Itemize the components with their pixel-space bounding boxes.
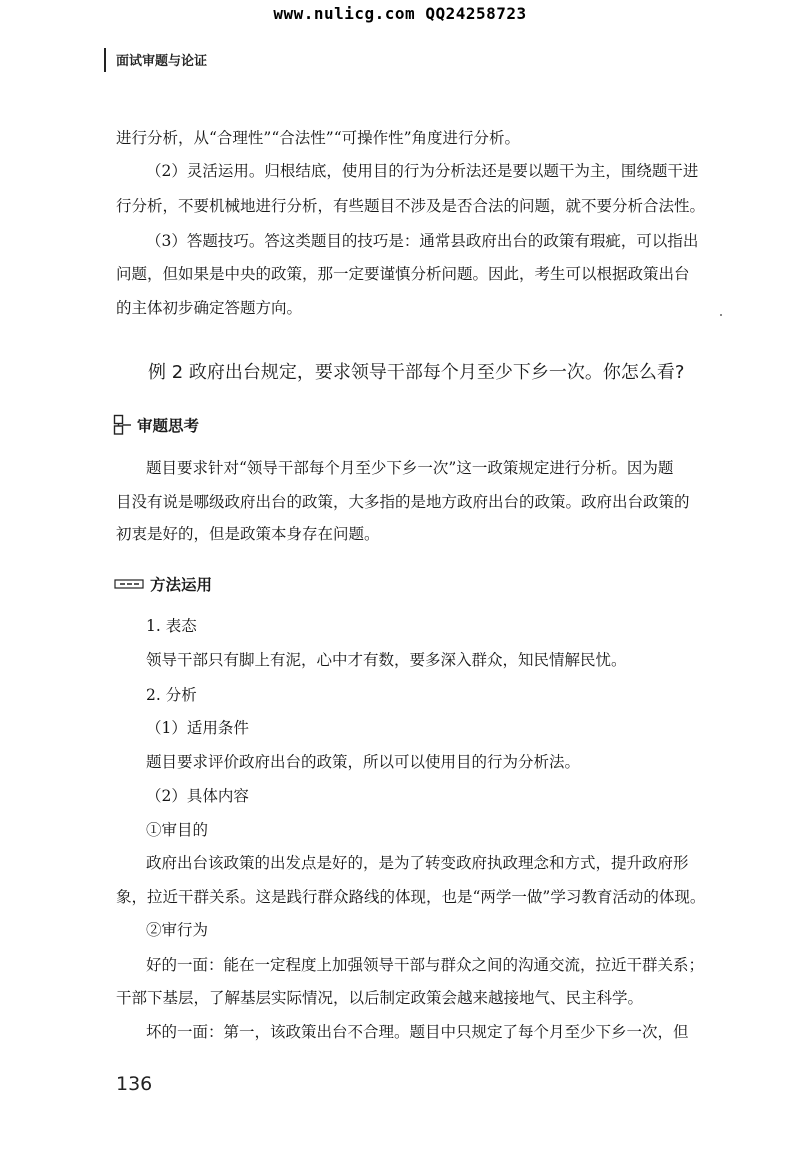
method-line: 1. 表态 [146,617,197,635]
review-line: 目没有说是哪级政府出台的政策，大多指的是地方政府出台的政策。政府出台政策的 [116,493,690,511]
method-icon [114,578,144,590]
method-line: 2. 分析 [146,686,197,704]
method-line: 领导干部只有脚上有泥，心中才有数，要多深入群众，知民情解民忧。 [146,651,627,669]
intro-line: （2）灵活运用。归根结底，使用目的行为分析法还是要以题干为主，围绕题干进 [146,162,699,180]
intro-line: 问题，但如果是中央的政策，那一定要谨慎分析问题。因此，考生可以根据政策出台 [116,265,690,283]
method-heading: 方法运用 [150,576,213,594]
method-line: 政府出台该政策的出发点是好的，是为了转变政府执政理念和方式，提升政府形 [146,854,689,872]
header-rule [104,48,106,72]
page-number: 136 [116,1073,153,1095]
review-line: 初衷是好的，但是政策本身存在问题。 [116,525,380,543]
method-line: （1）适用条件 [146,719,249,737]
intro-line: 行分析，不要机械地进行分析，有些题目不涉及是否合法的问题，就不要分析合法性。 [116,197,706,215]
method-line: 好的一面：能在一定程度上加强领导干部与群众之间的沟通交流，拉近干群关系； [146,956,705,974]
review-heading: 审题思考 [137,417,200,435]
intro-line: 的主体初步确定答题方向。 [116,299,303,317]
method-line: 题目要求评价政府出台的政策，所以可以使用目的行为分析法。 [146,753,581,771]
method-line: ①审目的 [146,821,209,839]
method-line: 干部下基层，了解基层实际情况，以后制定政策会越来越接地气、民主科学。 [116,989,644,1007]
method-line: ②审行为 [146,921,209,939]
header-title: 面试审题与论证 [116,54,208,69]
intro-line: 进行分析，从“合理性”“合法性”“可操作性”角度进行分析。 [116,129,521,147]
review-icon [113,414,133,436]
watermark: www.nulicg.com QQ24258723 [273,4,527,23]
method-line: 坏的一面：第一，该政策出台不合理。题目中只规定了每个月至少下乡一次，但 [146,1023,689,1041]
method-line: 象，拉近干群关系。这是践行群众路线的体现，也是“两学一做”学习教育活动的体现。 [116,888,706,906]
method-line: （2）具体内容 [146,787,249,805]
example-title: 例 2 政府出台规定，要求领导干部每个月至少下乡一次。你怎么看? [148,362,685,383]
review-line: 题目要求针对“领导干部每个月至少下乡一次”这一政策规定进行分析。因为题 [146,459,674,477]
intro-line: （3）答题技巧。答这类题目的技巧是：通常县政府出台的政策有瑕疵，可以指出 [146,232,699,250]
scan-speck [720,314,722,316]
